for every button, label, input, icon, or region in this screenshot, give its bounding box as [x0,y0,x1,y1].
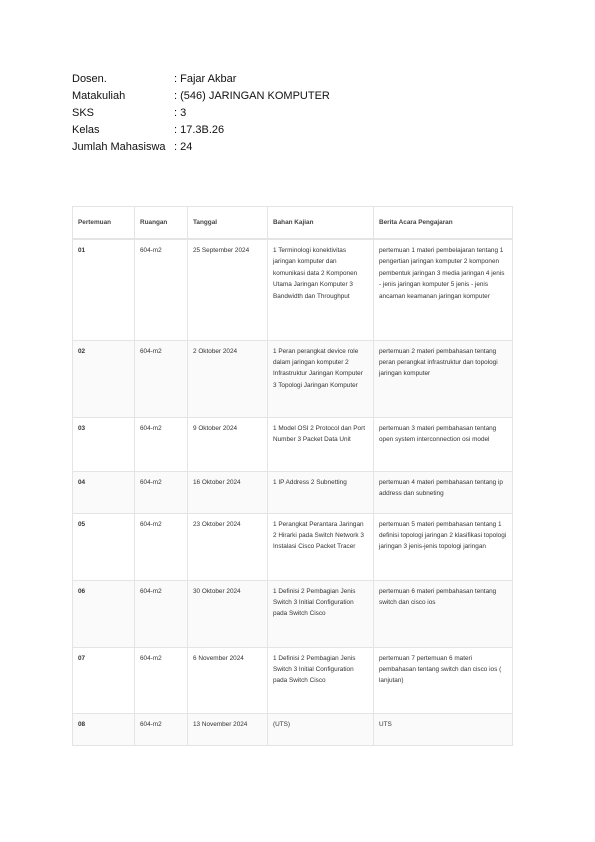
cell-ruangan: 604-m2 [135,580,188,647]
info-row-jumlah-mahasiswa [72,139,330,156]
info-label: Dosen. [72,73,107,85]
cell-berita-acara: pertemuan 5 materi pembahasan tentang 1 definisi topologi jaringan 2 klasifikasi topologi jaringan 3 jenis-jenis topologi jaringan [374,513,513,580]
cell-ruangan: 604-m2 [135,471,188,513]
info-value: : 24 [174,141,193,153]
cell-pertemuan: 03 [73,417,135,471]
cell-bahan-kajian: 1 Perangkat Perantara Jaringan 2 Hirarki pada Switch Network 3 Instalasi Cisco Packet Tracer [268,513,374,580]
cell-bahan-kajian: 1 Peran perangkat device role dalam jaringan komputer 2 Infrastruktur Jaringan Komputer 3 Topologi Jaringan Komputer [268,340,374,417]
cell-tanggal: 25 September 2024 [188,239,268,340]
table-row [73,713,513,745]
header-berita-acara: Berita Acara Pengajaran [374,207,513,240]
cell-bahan-kajian: 1 Model OSI 2 Protocol dan Port Number 3 Packet Data Unit [268,417,374,471]
cell-bahan-kajian: 1 Terminologi konektivitas jaringan komputer dan komunikasi data 2 Komponen Utama Jaringan Komputer 3 Bandwidth dan Throughput [268,239,374,340]
cell-berita-acara: pertemuan 1 materi pembelajaran tentang 1 pengertian jaringan komputer 2 komponen pembentuk jaringan 3 media jaringan 4 jenis - jenis jaringan komputer 5 jenis - jenis ancaman keamanan jaringan komputer [374,239,513,340]
cell-berita-acara: pertemuan 3 materi pembahasan tentang open system interconnection osi model [374,417,513,471]
header-bahan-kajian: Bahan Kajian [268,207,374,240]
cell-berita-acara: pertemuan 7 pertemuan 6 materi pembahasan tentang switch dan cisco ios ( lanjutan) [374,647,513,713]
cell-ruangan: 604-m2 [135,340,188,417]
header-tanggal: Tanggal [188,207,268,240]
table-header-row [73,207,513,240]
cell-ruangan: 604-m2 [135,417,188,471]
cell-bahan-kajian: 1 Definisi 2 Pembagian Jenis Switch 3 Initial Configuration pada Switch Cisco [268,647,374,713]
cell-pertemuan: 05 [73,513,135,580]
cell-pertemuan: 02 [73,340,135,417]
info-value: : 3 [174,107,187,119]
table-row [73,647,513,713]
table-row [73,471,513,513]
cell-pertemuan: 01 [73,239,135,340]
cell-pertemuan: 04 [73,471,135,513]
cell-ruangan: 604-m2 [135,239,188,340]
cell-pertemuan: 07 [73,647,135,713]
cell-berita-acara: pertemuan 2 materi pembahasan tentang peran perangkat infrastruktur dan topologi jaringan komputer [374,340,513,417]
attendance-table [72,206,513,746]
info-row-kelas [72,122,330,139]
info-row-dosen [72,71,330,88]
table-row [73,340,513,417]
table-row [73,580,513,647]
cell-tanggal: 13 November 2024 [188,713,268,745]
cell-bahan-kajian: 1 Definisi 2 Pembagian Jenis Switch 3 Initial Configuration pada Switch Cisco [268,580,374,647]
info-value: : 17.3B.26 [174,124,225,136]
cell-ruangan: 604-m2 [135,647,188,713]
cell-berita-acara: UTS [374,713,513,745]
cell-tanggal: 9 Oktober 2024 [188,417,268,471]
header-ruangan: Ruangan [135,207,188,240]
table-row [73,417,513,471]
info-label: Jumlah Mahasiswa [72,141,166,153]
cell-bahan-kajian: (UTS) [268,713,374,745]
cell-ruangan: 604-m2 [135,713,188,745]
info-label: Kelas [72,124,100,136]
cell-berita-acara: pertemuan 4 materi pembahasan tentang ip address dan subneting [374,471,513,513]
cell-pertemuan: 08 [73,713,135,745]
attendance-table-wrapper [72,206,512,746]
info-label: SKS [72,107,95,119]
info-value: : (546) JARINGAN KOMPUTER [174,90,330,102]
info-label: Matakuliah [72,90,126,102]
cell-berita-acara: pertemuan 6 materi pembahasan tentang switch dan cisco ios [374,580,513,647]
cell-tanggal: 2 Oktober 2024 [188,340,268,417]
table-row [73,513,513,580]
info-value: : Fajar Akbar [174,73,237,85]
course-info [72,71,330,156]
cell-ruangan: 604-m2 [135,513,188,580]
table-row [73,239,513,340]
cell-bahan-kajian: 1 IP Address 2 Subnetting [268,471,374,513]
info-row-matakuliah [72,88,330,105]
cell-tanggal: 16 Oktober 2024 [188,471,268,513]
cell-tanggal: 23 Oktober 2024 [188,513,268,580]
cell-tanggal: 30 Oktober 2024 [188,580,268,647]
cell-tanggal: 6 November 2024 [188,647,268,713]
info-row-sks [72,105,330,122]
header-pertemuan: Pertemuan [73,207,135,240]
cell-pertemuan: 06 [73,580,135,647]
